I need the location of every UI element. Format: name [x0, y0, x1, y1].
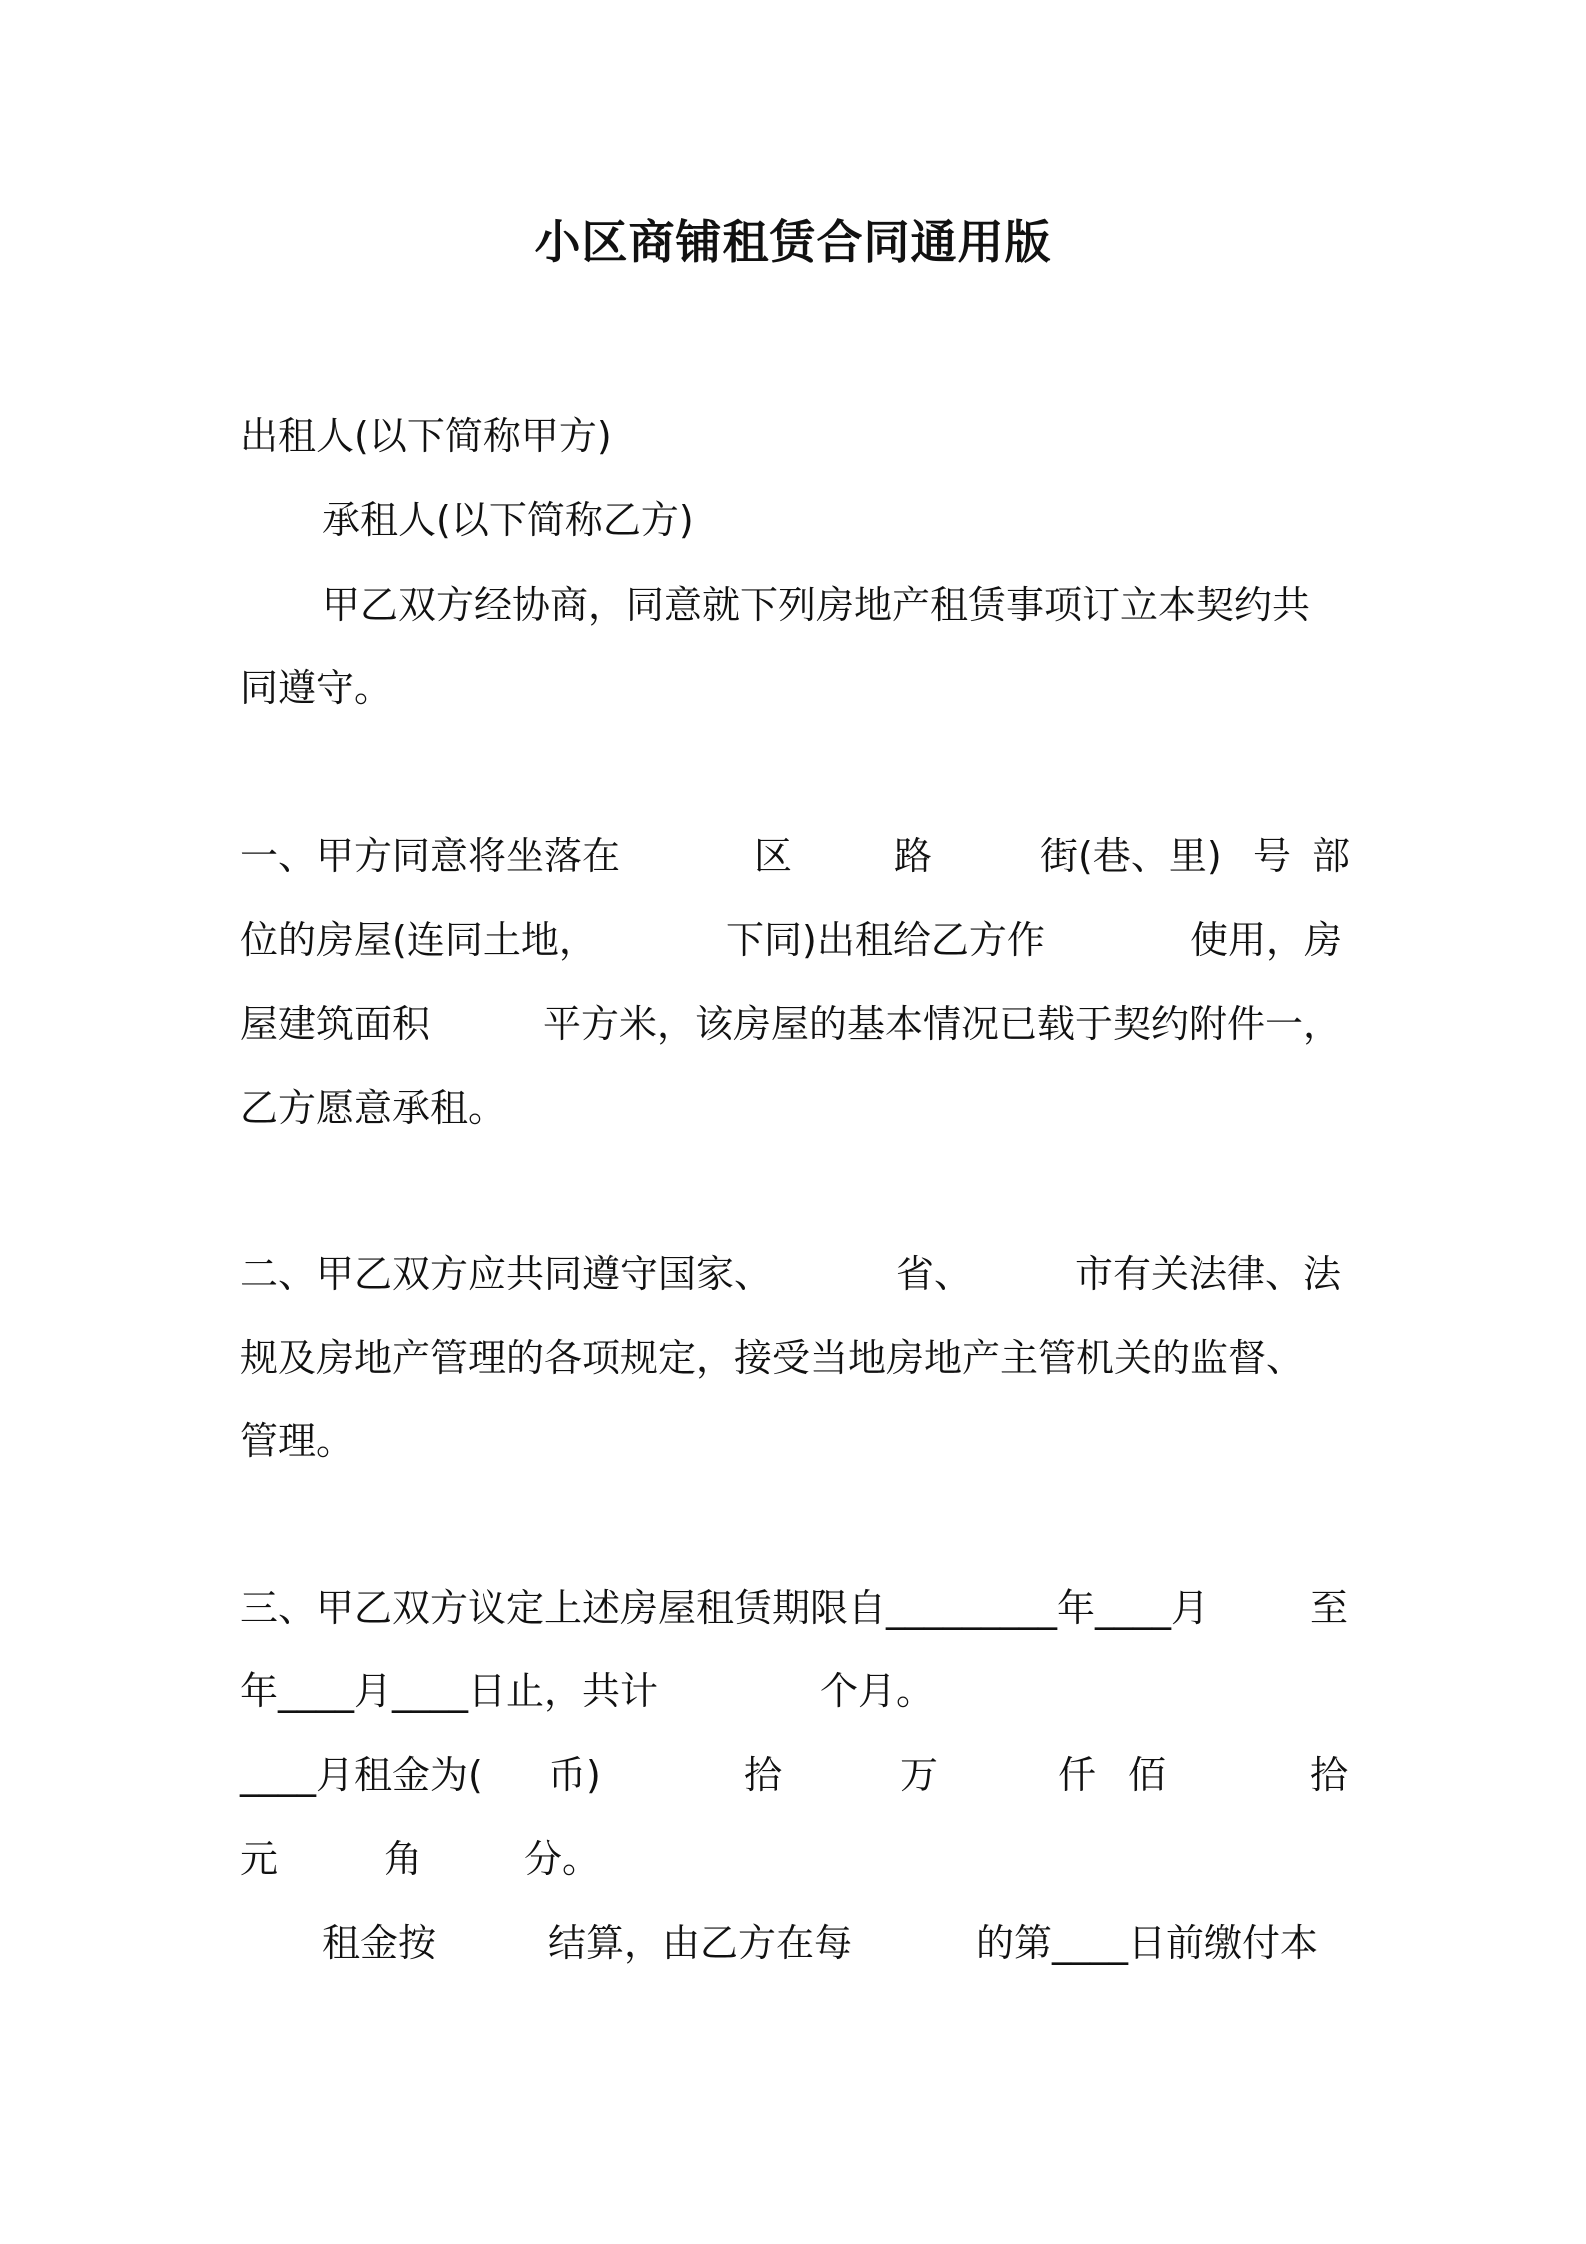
rent-wan: 万: [900, 1753, 939, 1797]
page-title: 小区商铺租赁合同通用版: [534, 215, 1052, 269]
clause-2-city: 市有关法律、法: [1075, 1252, 1342, 1296]
clause-1-street: 街(巷、里): [1040, 834, 1222, 878]
intro-line-1: 甲乙双方经协商，同意就下列房地产租赁事项订立本契约共: [322, 583, 1311, 627]
clause-1-line-2b: 下同)出租给乙方作: [726, 918, 1045, 962]
clause-3-months: 个月。: [820, 1669, 935, 1713]
clause-3-line-2: 年____月____日止，共计: [240, 1669, 659, 1713]
clause-1-line-2c: 使用，房: [1190, 918, 1343, 962]
clause-1-line-2: 位的房屋(连同土地，: [240, 918, 597, 962]
clause-1-line-3b: 平方米，该房屋的基本情况已载于契约附件一，: [543, 1002, 1342, 1046]
clause-1-district: 区: [754, 834, 793, 878]
clause-1-part: 部: [1312, 834, 1351, 878]
payment-line-1b: 结算，由乙方在每: [548, 1921, 853, 1965]
rent-line-1: ____月租金为(: [240, 1753, 483, 1797]
payment-line-1: 租金按: [322, 1921, 437, 1965]
payment-line-1c: 的第____日前缴付本: [976, 1921, 1319, 1965]
intro-line-2: 同遵守。: [240, 666, 393, 710]
rent-bai: 佰: [1128, 1753, 1167, 1797]
rent-jiao: 角: [384, 1837, 423, 1881]
clause-1-line-3: 屋建筑面积: [240, 1002, 431, 1046]
clause-1-road: 路: [894, 834, 933, 878]
rent-fen: 分。: [524, 1837, 601, 1881]
rent-qian: 仟: [1058, 1753, 1097, 1797]
clause-1-number: 号: [1253, 834, 1292, 878]
clause-2-line-3: 管理。: [240, 1419, 355, 1463]
clause-3-to: 至: [1310, 1586, 1349, 1630]
rent-line-2: 元: [240, 1837, 279, 1881]
clause-1-line-1: 一、甲方同意将坐落在: [240, 834, 621, 878]
rent-shi-2: 拾: [1310, 1753, 1349, 1797]
rent-currency: 币): [548, 1753, 601, 1797]
rent-shi-1: 拾: [744, 1753, 783, 1797]
clause-2-line-1: 二、甲乙双方应共同遵守国家、: [240, 1252, 773, 1296]
clause-1-line-4: 乙方愿意承租。: [240, 1086, 507, 1130]
clause-2-province: 省、: [896, 1252, 973, 1296]
clause-3-line-1: 三、甲乙双方议定上述房屋租赁期限自_________年____月: [240, 1586, 1210, 1630]
lessee-line: 承租人(以下简称乙方): [322, 498, 694, 542]
lessor-line: 出租人(以下简称甲方): [240, 414, 612, 458]
clause-2-line-2: 规及房地产管理的各项规定，接受当地房地产主管机关的监督、: [240, 1336, 1305, 1380]
